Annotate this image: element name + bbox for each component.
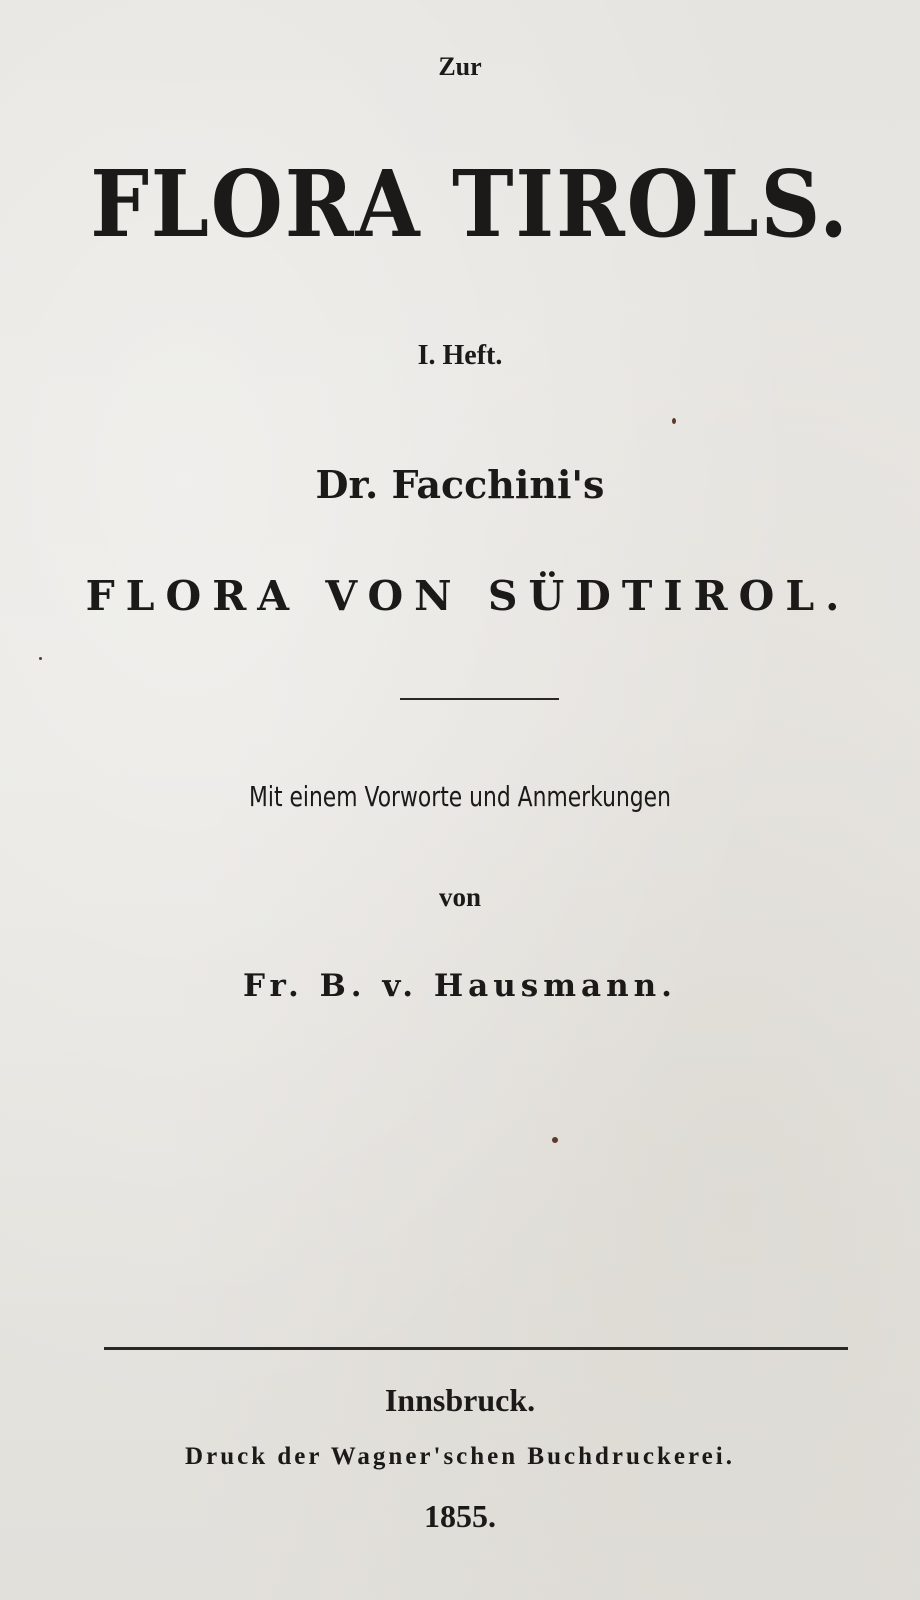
by-line: von	[438, 882, 482, 912]
imprint-year: 1855.	[424, 1498, 496, 1534]
part-number: I. Heft.	[417, 340, 503, 371]
paper-speck	[672, 418, 676, 424]
editor-name: Fr. B. v. Hausmann.	[243, 968, 677, 1004]
work-author: Dr. Facchini's	[315, 462, 605, 507]
paper-speck	[39, 657, 42, 660]
work-title: FLORA VON SÜDTIROL.	[85, 572, 851, 620]
short-divider	[400, 698, 559, 700]
pre-title: Zur	[438, 52, 482, 81]
imprint-printer: Druck der Wagner'schen Buchdruckerei.	[185, 1443, 735, 1470]
main-title: FLORA TIROLS.	[90, 150, 850, 258]
editorial-note: Mit einem Vorworte und Anmerkungen	[249, 780, 671, 813]
imprint-place: Innsbruck.	[384, 1382, 536, 1418]
paper-speck	[552, 1137, 558, 1143]
long-divider	[104, 1347, 848, 1350]
